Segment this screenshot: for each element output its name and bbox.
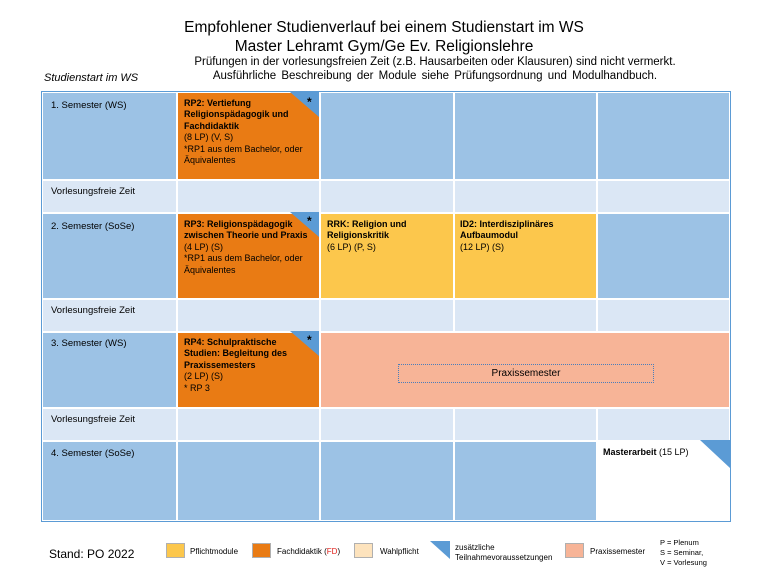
module-rp2-title: Fachdidaktik bbox=[184, 120, 240, 131]
prerequisite-marker-icon bbox=[290, 92, 319, 117]
prerequisite-marker-icon bbox=[700, 440, 730, 468]
masterarbeit-credits: (15 LP) bbox=[656, 447, 689, 457]
module-rp4-title: Praxissemesters bbox=[184, 359, 256, 370]
prerequisite-star: * bbox=[307, 95, 312, 109]
module-rrk-title: Religionskritik bbox=[327, 230, 390, 241]
praxissemester-label: Praxissemester bbox=[398, 364, 654, 383]
empty-cell bbox=[177, 408, 320, 441]
module-rp4-prerequisite: * RP 3 bbox=[184, 382, 210, 393]
empty-cell bbox=[597, 299, 730, 332]
empty-cell bbox=[597, 92, 730, 180]
row-label-sem2: 2. Semester (SoSe) bbox=[51, 221, 135, 232]
row-label-free2: Vorlesungsfreie Zeit bbox=[51, 305, 135, 316]
legend-prerequisite-icon bbox=[430, 541, 450, 559]
empty-cell bbox=[177, 441, 320, 521]
module-rrk-title: RRK: Religion und bbox=[327, 219, 407, 229]
row-label-free1: Vorlesungsfreie Zeit bbox=[51, 186, 135, 197]
empty-cell bbox=[320, 408, 454, 441]
module-rp4-title: Studien: Begleitung des bbox=[184, 348, 288, 359]
module-rp3-title: zwischen Theorie und Praxis bbox=[184, 230, 308, 241]
legend-fachdidaktik-close: ) bbox=[337, 547, 341, 556]
legend-swatch-praxis bbox=[565, 543, 584, 558]
module-rp2-title: Religionspädagogik und bbox=[184, 109, 289, 120]
module-rrk-text bbox=[327, 219, 452, 253]
prerequisite-star: * bbox=[307, 214, 312, 228]
abbr-vorlesung: V = Vorlesung bbox=[660, 558, 707, 567]
empty-cell bbox=[320, 180, 454, 213]
legend-swatch-pflicht bbox=[166, 543, 185, 558]
empty-cell bbox=[454, 408, 597, 441]
study-start-label: Studienstart im WS bbox=[44, 72, 139, 84]
prerequisite-marker-icon bbox=[290, 212, 319, 237]
module-id2-title: ID2: Interdisziplinäres bbox=[460, 219, 554, 229]
empty-cell bbox=[177, 299, 320, 332]
legend-wahl: Wahlpflicht bbox=[380, 547, 419, 556]
module-rrk-credits: (6 LP) (P, S) bbox=[327, 241, 376, 252]
empty-cell bbox=[454, 92, 597, 180]
row-label-free3: Vorlesungsfreie Zeit bbox=[51, 414, 135, 425]
module-rp3-credits: (4 LP) (S) bbox=[184, 241, 224, 252]
legend-fd-abbr: FD bbox=[326, 547, 338, 556]
legend-fachdidaktik bbox=[277, 547, 340, 557]
legend-swatch-wahl bbox=[354, 543, 373, 558]
empty-cell bbox=[320, 299, 454, 332]
empty-cell bbox=[177, 180, 320, 213]
legend-swatch-fachdidaktik bbox=[252, 543, 271, 558]
prerequisite-marker-icon bbox=[290, 331, 319, 356]
abbreviation-legend bbox=[660, 538, 707, 568]
module-rp3-title: RP3: Religionspädagogik bbox=[184, 219, 293, 229]
module-id2-text bbox=[460, 219, 595, 253]
row-label-sem1: 1. Semester (WS) bbox=[51, 100, 127, 111]
module-rp4-title: RP4: Schulpraktische bbox=[184, 337, 277, 347]
legend-pflicht: Pflichtmodule bbox=[190, 547, 239, 556]
masterarbeit-title: Masterarbeit bbox=[603, 447, 657, 457]
page-subtitle: Master Lehramt Gym/Ge Ev. Religionslehre bbox=[234, 38, 534, 55]
module-rp2-title: RP2: Vertiefung bbox=[184, 98, 252, 108]
row-label-sem3: 3. Semester (WS) bbox=[51, 338, 127, 349]
module-rp4-credits: (2 LP) (S) bbox=[184, 371, 224, 382]
empty-cell bbox=[320, 92, 454, 180]
exam-note: Prüfungen in der vorlesungsfreien Zeit (z.B. Hausarbeiten oder Klausuren) sind nicht vermerkt. bbox=[194, 56, 676, 68]
legend-praxis: Praxissemester bbox=[590, 547, 646, 556]
module-rp2-prerequisite: Äquivalentes bbox=[184, 155, 236, 166]
legend-zusaetzlich-line: Teilnahmevoraussetzungen bbox=[455, 552, 553, 562]
empty-cell bbox=[454, 180, 597, 213]
module-rp2-prerequisite: *RP1 aus dem Bachelor, oder bbox=[184, 143, 303, 154]
empty-cell bbox=[320, 441, 454, 521]
legend-zusaetzlich-line: zusätzliche bbox=[455, 543, 495, 552]
empty-cell bbox=[597, 180, 730, 213]
row-label-sem4: 4. Semester (SoSe) bbox=[51, 448, 135, 459]
page-title: Empfohlener Studienverlauf bei einem Studienstart im WS bbox=[184, 19, 584, 36]
prerequisite-star: * bbox=[307, 333, 312, 347]
empty-cell bbox=[454, 441, 597, 521]
abbr-plenum: P = Plenum bbox=[660, 538, 699, 547]
stand-label: Stand: PO 2022 bbox=[49, 547, 135, 561]
empty-cell bbox=[597, 408, 730, 441]
legend-zusaetzlich bbox=[455, 543, 552, 562]
module-id2-credits: (12 LP) (S) bbox=[460, 241, 505, 252]
module-rp3-prerequisite: *RP1 aus dem Bachelor, oder bbox=[184, 253, 303, 264]
module-description-note: Ausführliche Beschreibung der Module siehe Prüfungsordnung und Modulhandbuch. bbox=[212, 70, 658, 82]
module-rp3-prerequisite: Äquivalentes bbox=[184, 264, 236, 275]
module-id2-title: Aufbaumodul bbox=[460, 230, 518, 241]
empty-cell bbox=[597, 213, 730, 299]
abbr-seminar: S = Seminar, bbox=[660, 548, 704, 557]
legend-fachdidaktik-label: Fachdidaktik ( bbox=[277, 547, 327, 556]
module-rp2-credits: (8 LP) (V, S) bbox=[184, 132, 234, 143]
empty-cell bbox=[454, 299, 597, 332]
